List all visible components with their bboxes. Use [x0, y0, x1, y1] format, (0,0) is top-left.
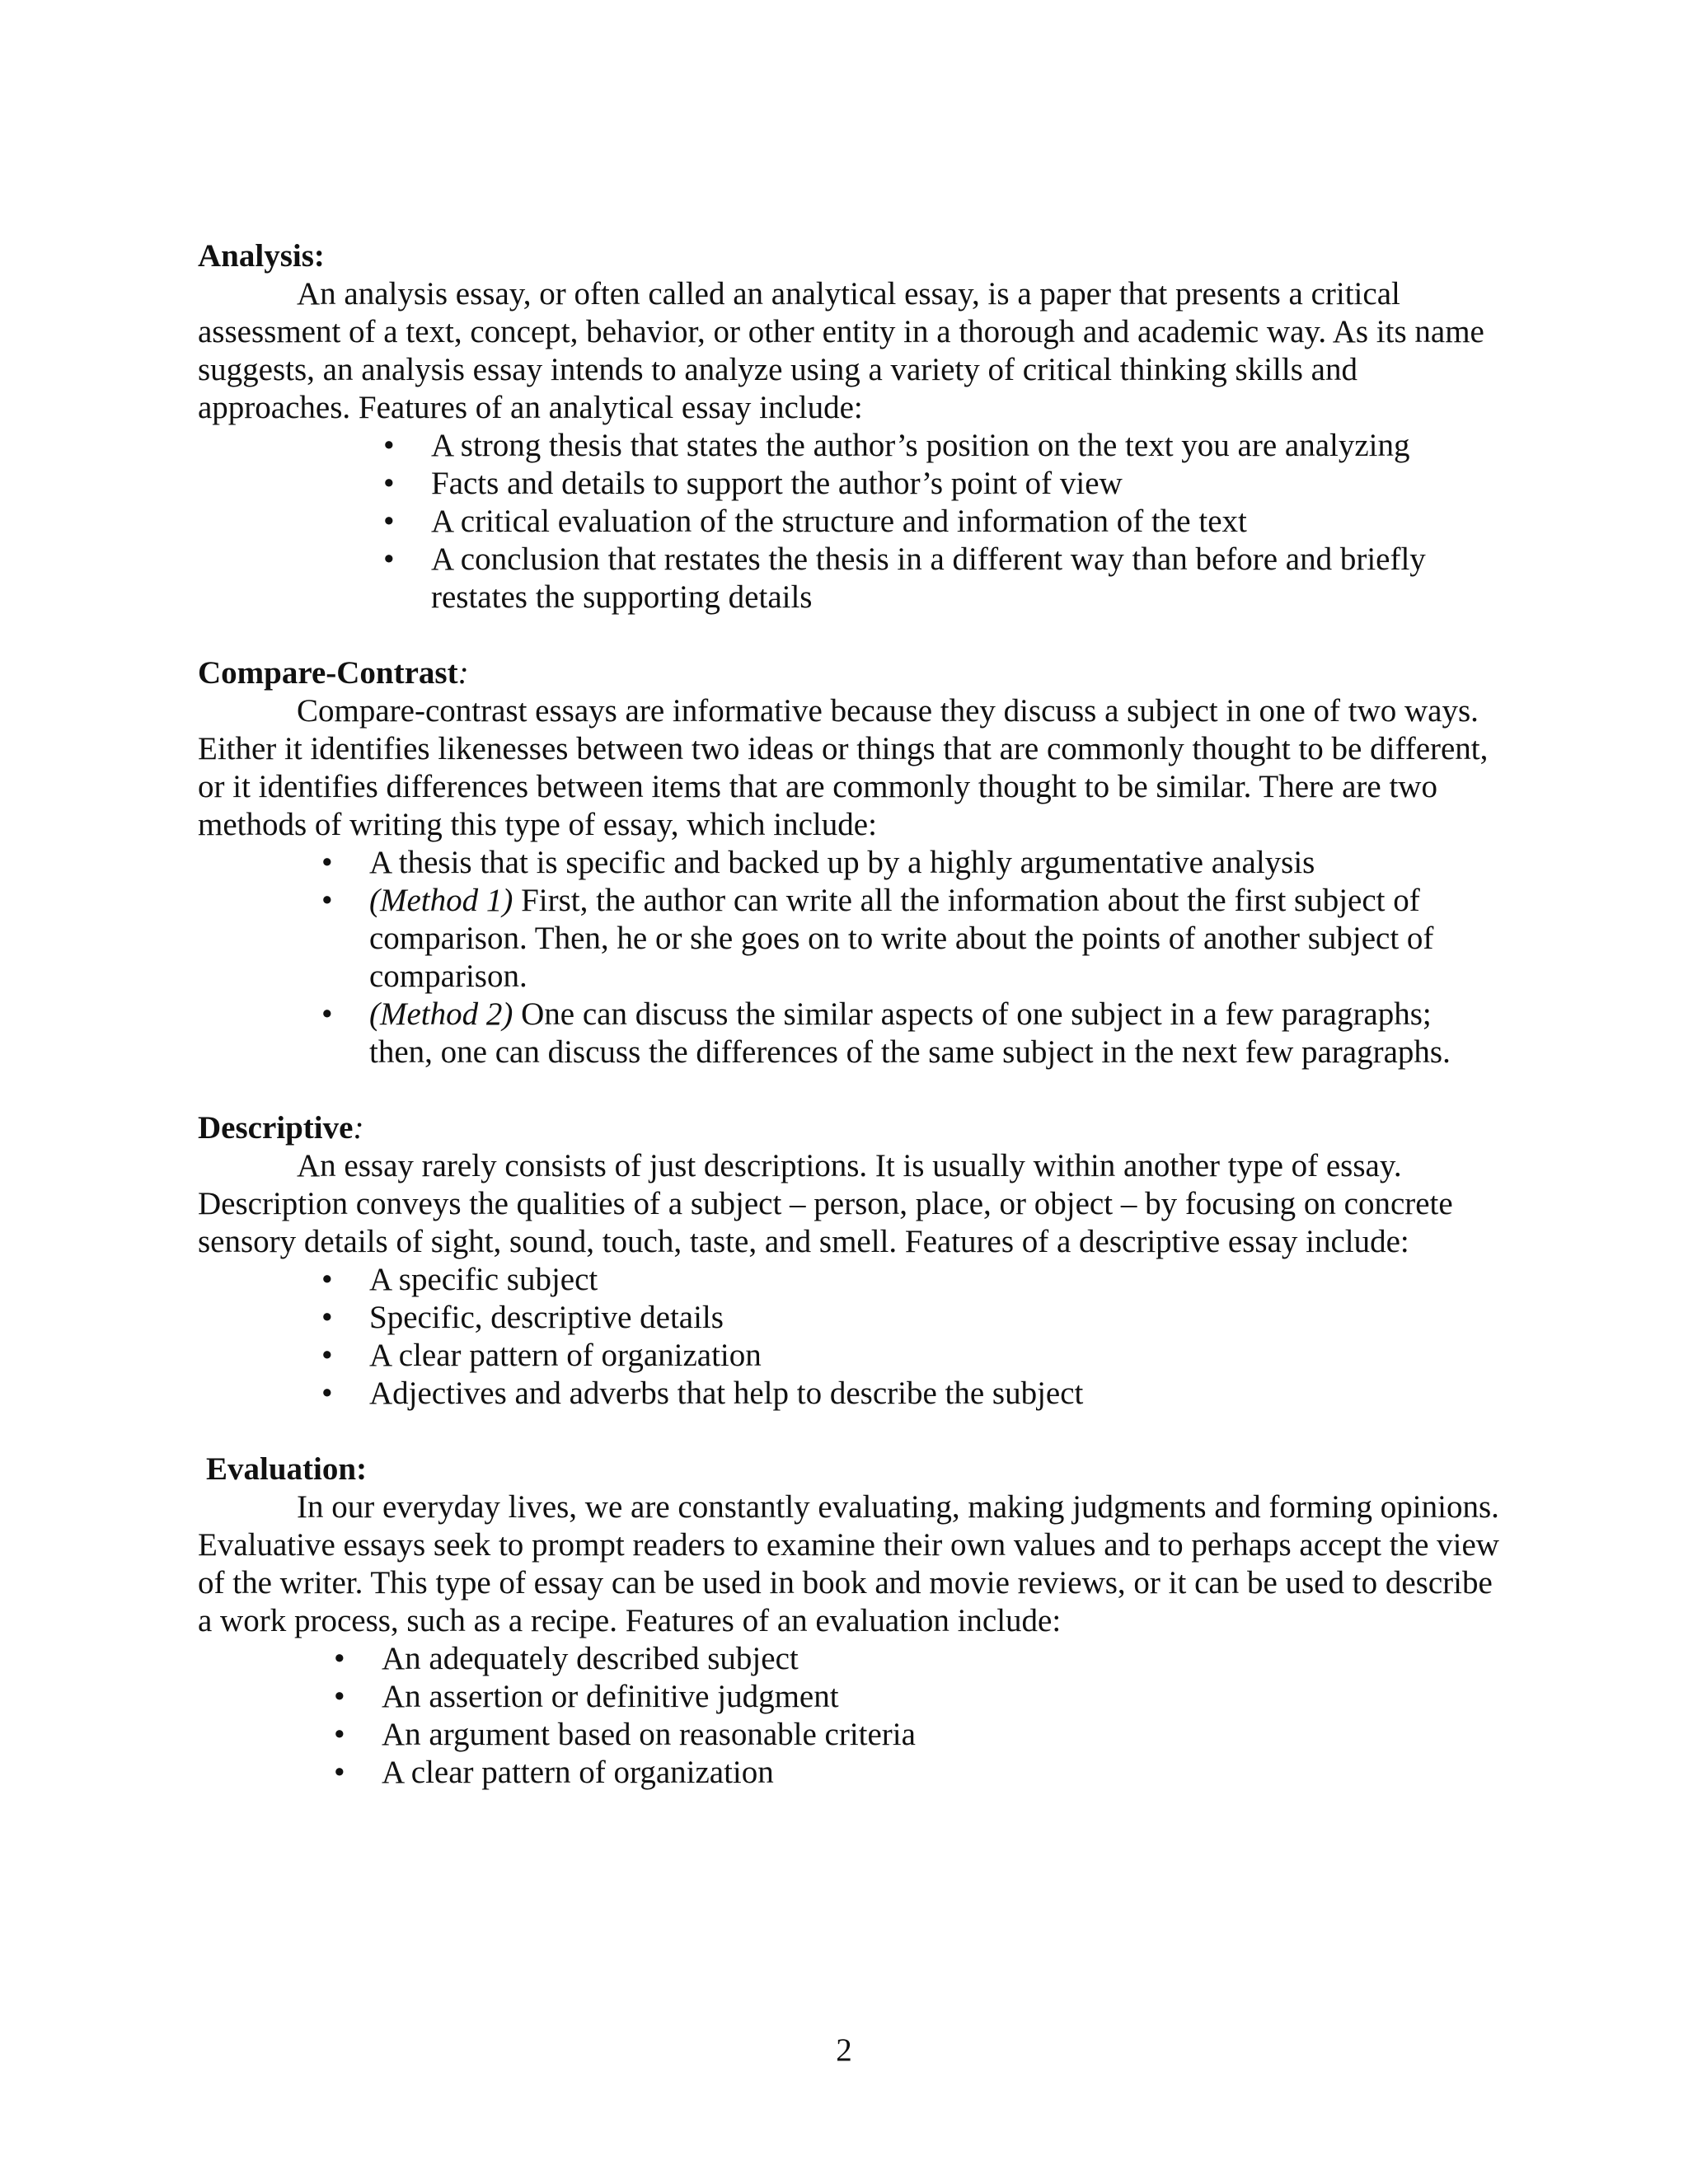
- list-item: [321, 844, 1500, 882]
- list-item: [321, 1299, 1500, 1337]
- section-descriptive: [198, 1109, 1500, 1413]
- list-item-text: A strong thesis that states the author’s position on the text you are analyzing: [431, 428, 1410, 463]
- bullet-icon: •: [321, 1300, 333, 1335]
- bullet-icon: •: [383, 466, 395, 501]
- heading-colon: :: [356, 1451, 368, 1487]
- method-label: (Method 2): [369, 996, 513, 1032]
- list-item-text: First, the author can write all the information about the first subject of comparison. Then, he or she goes on to write about the points of another subject of comparison.: [369, 883, 1434, 994]
- section-paragraph: An essay rarely consists of just descriptions. It is usually within another type of essay. Description conveys the qualities of a subject – person, place, or object – by focusing on concrete sensory details of sight, sound, touch, taste, and smell. Features of a descriptive essay include:: [198, 1148, 1453, 1259]
- bullet-icon: •: [321, 1262, 333, 1297]
- list-item: [321, 1337, 1500, 1375]
- list-item: [334, 1678, 1500, 1716]
- bullet-list: [198, 1640, 1500, 1792]
- list-item-text: A specific subject: [369, 1262, 598, 1297]
- list-item: [334, 1716, 1500, 1754]
- bullet-icon: •: [334, 1755, 345, 1790]
- list-item: [334, 1640, 1500, 1678]
- bullet-list: [198, 427, 1500, 616]
- bullet-icon: •: [321, 1338, 333, 1373]
- heading-colon: :: [457, 655, 469, 691]
- list-item-text: An assertion or definitive judgment: [382, 1679, 839, 1714]
- section-compare-contrast: [198, 654, 1500, 1071]
- list-item-text: Adjectives and adverbs that help to describe the subject: [369, 1376, 1084, 1411]
- section-heading: [198, 237, 1500, 275]
- list-item-text: An argument based on reasonable criteria: [382, 1717, 916, 1752]
- page-number: 2: [836, 2032, 852, 2068]
- bullet-icon: •: [383, 541, 395, 577]
- list-item: [321, 882, 1500, 996]
- section-heading: [198, 654, 1500, 692]
- method-label: (Method 1): [369, 883, 513, 918]
- list-item-text: A clear pattern of organization: [369, 1338, 762, 1373]
- heading-colon: :: [313, 238, 325, 274]
- section-heading: [198, 1109, 1500, 1147]
- bullet-icon: •: [383, 504, 395, 539]
- section-analysis: [198, 237, 1500, 616]
- list-item: [383, 465, 1500, 503]
- list-item-text: Facts and details to support the author’s point of view: [431, 466, 1123, 501]
- section-paragraph: Compare-contrast essays are informative because they discuss a subject in one of two ways. Either it identifies likenesses between two ideas or things that are commonly thought to be different, or it identifies differences between items that are commonly thought to be similar. There are two methods of writing this type of essay, which include:: [198, 693, 1489, 842]
- bullet-icon: •: [321, 883, 333, 918]
- list-item: [321, 1375, 1500, 1413]
- page-content: [198, 237, 1500, 1792]
- section-title: Evaluation: [206, 1451, 357, 1487]
- list-item-text: One can discuss the similar aspects of one subject in a few paragraphs; then, one can discuss the differences of the same subject in the next few paragraphs.: [369, 996, 1451, 1070]
- section-title: Analysis: [198, 238, 314, 274]
- bullet-list: [198, 1261, 1500, 1413]
- section-heading: [198, 1451, 1500, 1488]
- list-item: [383, 427, 1500, 465]
- list-item: [383, 503, 1500, 541]
- list-item-text: A thesis that is specific and backed up by a highly argumentative analysis: [369, 845, 1315, 880]
- list-item: [321, 1261, 1500, 1299]
- section-title: Compare-Contrast: [198, 655, 458, 691]
- bullet-icon: •: [321, 996, 333, 1032]
- bullet-icon: •: [321, 1376, 333, 1411]
- list-item-text: A critical evaluation of the structure and information of the text: [431, 504, 1247, 539]
- bullet-icon: •: [383, 428, 395, 463]
- list-item-text: An adequately described subject: [382, 1641, 799, 1676]
- heading-colon: :: [353, 1110, 364, 1146]
- list-item-text: A conclusion that restates the thesis in a different way than before and briefly restates the supporting details: [431, 541, 1426, 615]
- bullet-icon: •: [334, 1717, 345, 1752]
- list-item: [321, 996, 1500, 1071]
- section-paragraph: In our everyday lives, we are constantly evaluating, making judgments and forming opinions. Evaluative essays seek to prompt readers to examine their own values and to perhaps accept the view of the writer. This type of essay can be used in book and movie reviews, or it can be used to describe a work process, such as a recipe. Features of an evaluation include:: [198, 1489, 1499, 1638]
- bullet-icon: •: [334, 1641, 345, 1676]
- bullet-icon: •: [334, 1679, 345, 1714]
- section-title: Descriptive: [198, 1110, 354, 1146]
- bullet-list: [198, 844, 1500, 1071]
- list-item-text: A clear pattern of organization: [382, 1755, 774, 1790]
- list-item: [334, 1754, 1500, 1792]
- section-paragraph: An analysis essay, or often called an analytical essay, is a paper that presents a critical assessment of a text, concept, behavior, or other entity in a thorough and academic way. As its name suggests, an analysis essay intends to analyze using a variety of critical thinking skills and approaches. Features of an analytical essay include:: [198, 276, 1484, 425]
- list-item-text: Specific, descriptive details: [369, 1300, 724, 1335]
- list-item: [383, 541, 1500, 616]
- bullet-icon: •: [321, 845, 333, 880]
- section-evaluation: [198, 1451, 1500, 1792]
